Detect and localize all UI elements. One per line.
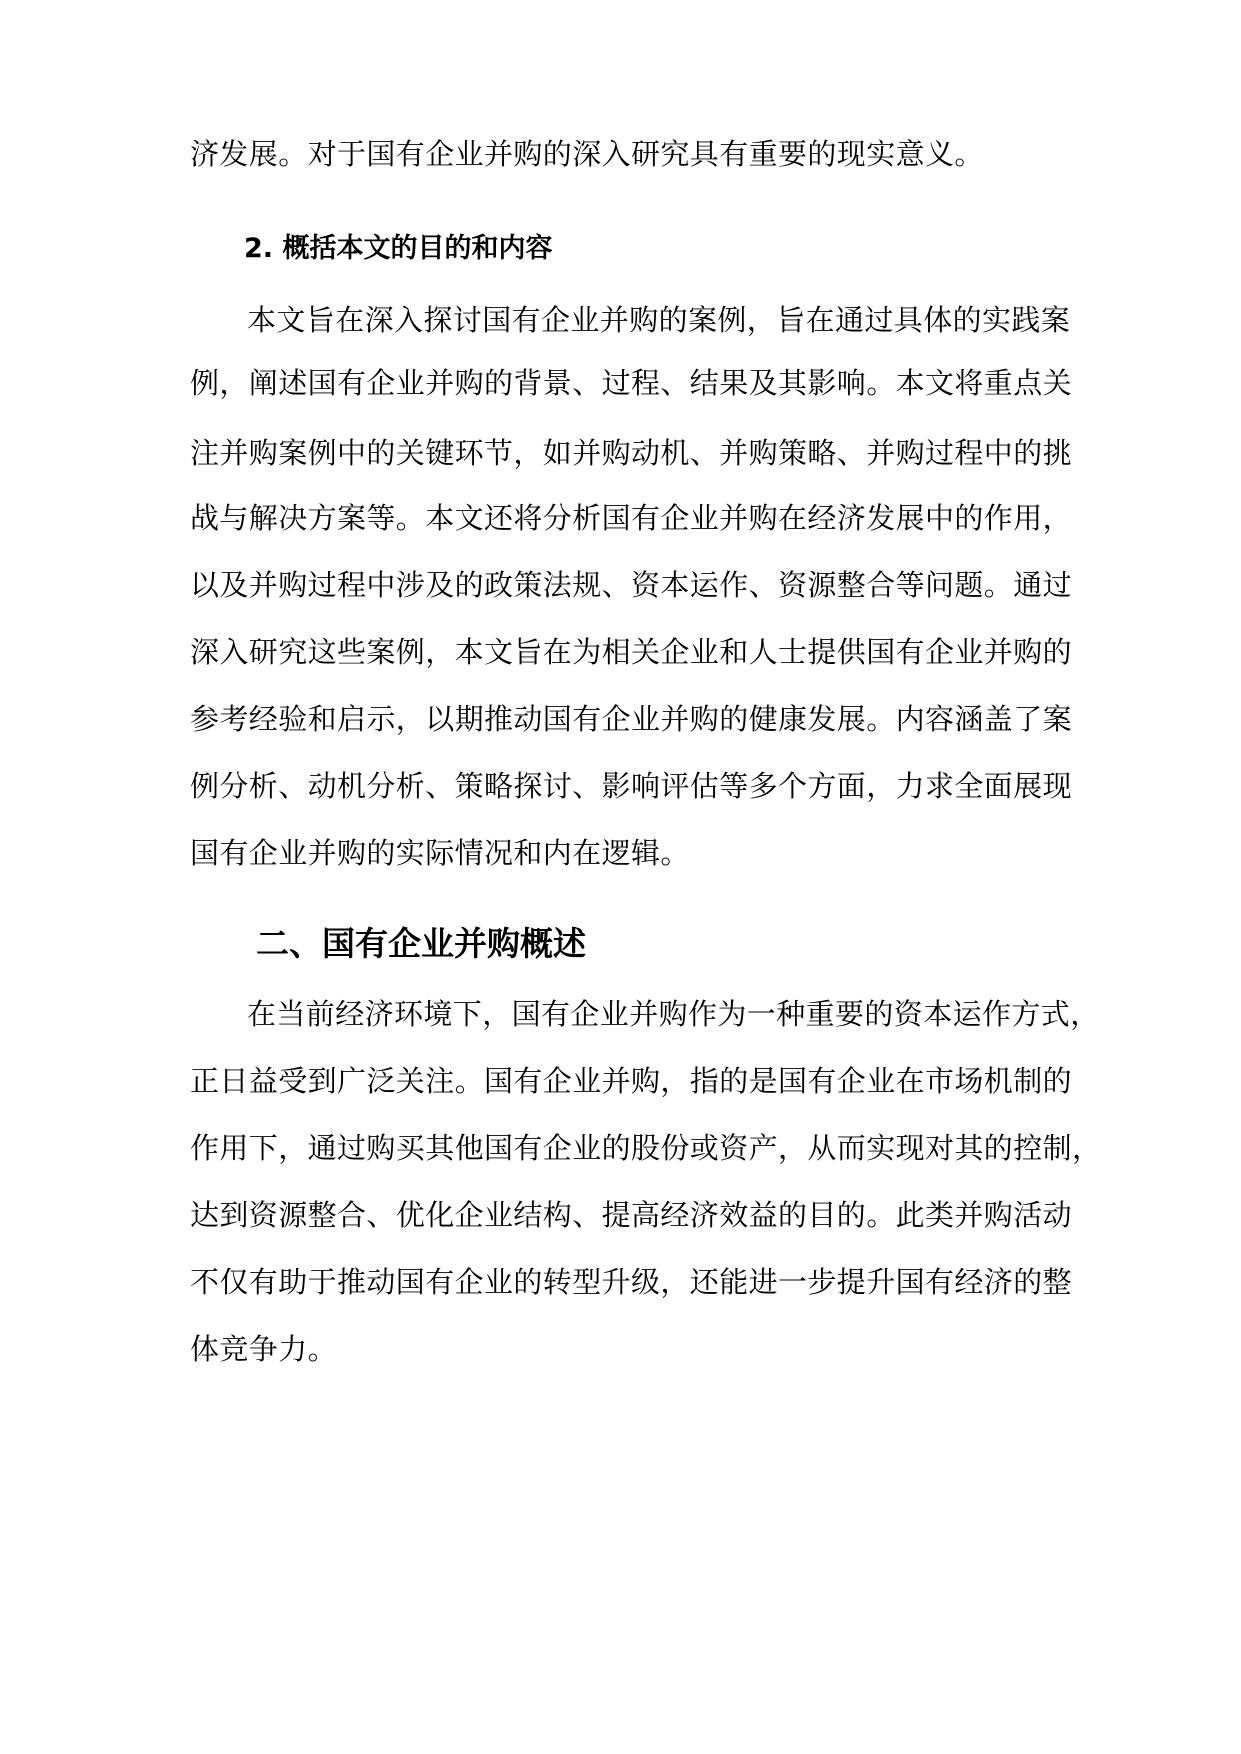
paragraph-line: 注并购案例中的关键环节，如并购动机、并购策略、并购过程中的挑 bbox=[190, 436, 1073, 470]
paragraph-line: 参考经验和启示，以期推动国有企业并购的健康发展。内容涵盖了案 bbox=[190, 702, 1073, 736]
paragraph-line: 在当前经济环境下，国有企业并购作为一种重要的资本运作方式， bbox=[247, 997, 1100, 1031]
paragraph-line: 正日益受到广泛关注。国有企业并购，指的是国有企业在市场机制的 bbox=[190, 1064, 1073, 1098]
paragraph-line: 济发展。对于国有企业并购的深入研究具有重要的现实意义。 bbox=[190, 137, 984, 171]
paragraph-line: 达到资源整合、优化企业结构、提高经济效益的目的。此类并购活动 bbox=[190, 1198, 1073, 1232]
paragraph-line: 本文旨在深入探讨国有企业并购的案例，旨在通过具体的实践案 bbox=[247, 303, 1071, 337]
chapter-heading: 二、国有企业并购概述 bbox=[256, 924, 586, 963]
paragraph-line: 不仅有助于推动国有企业的转型升级，还能进一步提升国有经济的整 bbox=[190, 1265, 1073, 1299]
paragraph-line: 战与解决方案等。本文还将分析国有企业并购在经济发展中的作用， bbox=[190, 501, 1073, 535]
paragraph-line: 国有企业并购的实际情况和内在逻辑。 bbox=[190, 836, 690, 870]
paragraph-line: 例，阐述国有企业并购的背景、过程、结果及其影响。本文将重点关 bbox=[190, 366, 1073, 400]
paragraph-line: 体竞争力。 bbox=[190, 1332, 338, 1366]
section-heading: 2. 概括本文的目的和内容 bbox=[244, 233, 553, 264]
paragraph-line: 以及并购过程中涉及的政策法规、资本运作、资源整合等问题。通过 bbox=[190, 568, 1073, 602]
paragraph-line: 例分析、动机分析、策略探讨、影响评估等多个方面，力求全面展现 bbox=[190, 769, 1073, 803]
paragraph-line: 深入研究这些案例，本文旨在为相关企业和人士提供国有企业并购的 bbox=[190, 635, 1073, 669]
paragraph-line: 作用下，通过购买其他国有企业的股份或资产，从而实现对其的控制， bbox=[190, 1131, 1102, 1165]
